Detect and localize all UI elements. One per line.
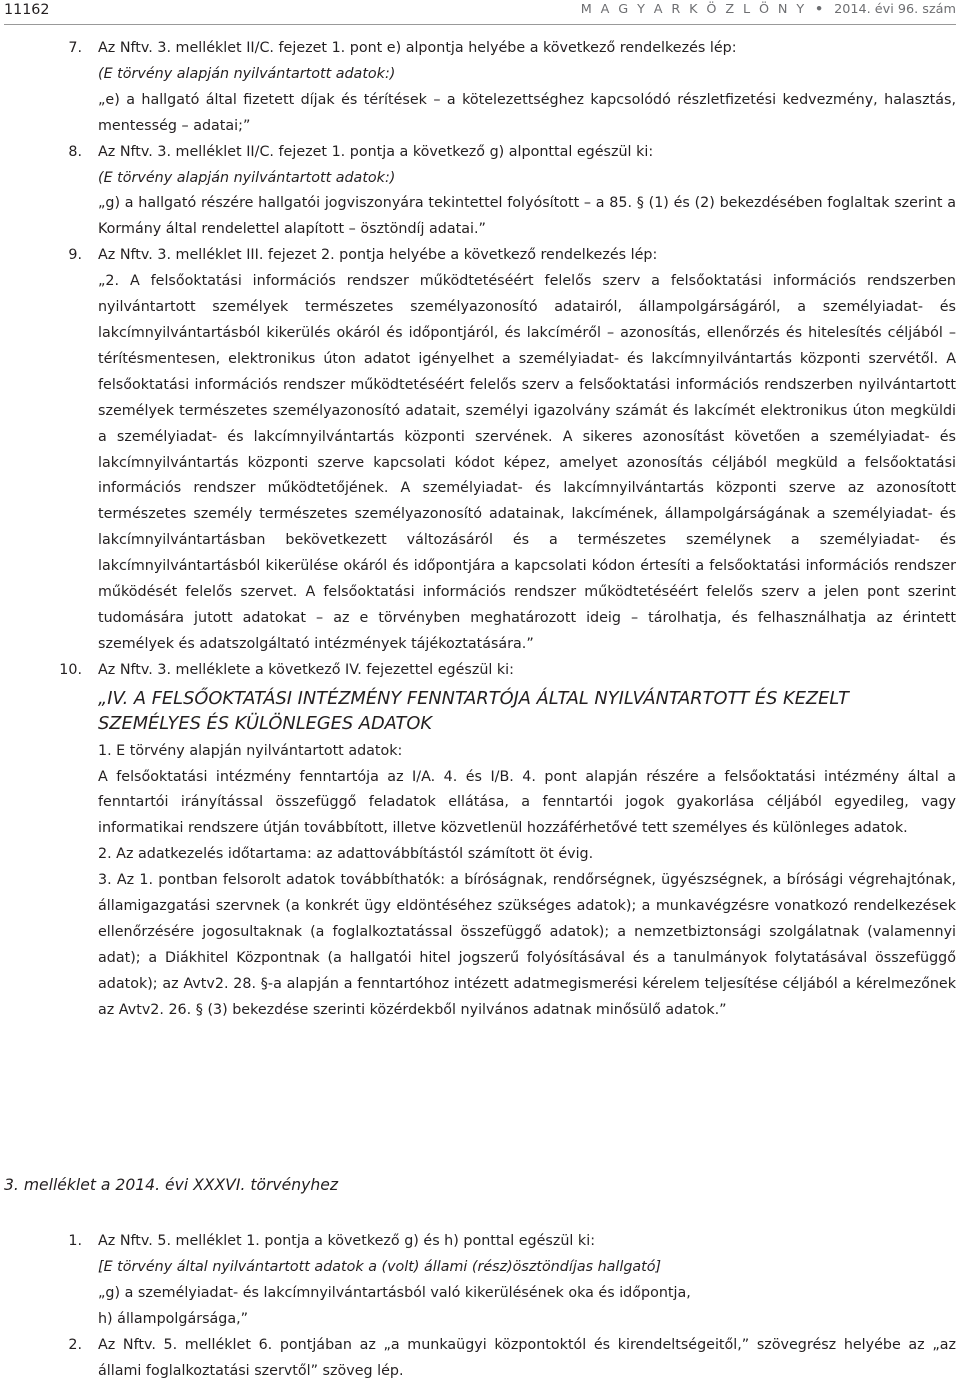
item-number: 8. xyxy=(68,143,82,160)
amendment-list xyxy=(0,36,960,1024)
item-subpoint: 2. Az adatkezelés időtartama: az adattovábbítástól számított öt évig. xyxy=(98,846,594,863)
item-provision: A felsőoktatási intézmény fenntartója az I/A. 4. és I/B. 4. pont alapján részére a felsőoktatási intézmény által a fenntartói irányítással összefüggő feladatok ellátása, a fenntartói jogok gyakorlása céljából egyedileg, vagy informatikai rendszere útján továbbított, illetve közvetlenül hozzáférhetővé tett személyes és különleges adatok. xyxy=(98,768,956,837)
annex-item-2 xyxy=(0,1333,960,1384)
chapter-heading: „IV. A FELSŐOKTATÁSI INTÉZMÉNY FENNTARTÓJA ÁLTAL NYILVÁNTARTOTT ÉS KEZELT SZEMÉLYES ÉS KÜLÖNLEGES ADATOK xyxy=(98,687,849,735)
item-text: Az Nftv. 5. melléklet 1. pontja a következő g) és h) ponttal egészül ki: xyxy=(98,1233,596,1249)
item-provision: 3. Az 1. pontban felsorolt adatok továbbíthatók: a bíróságnak, rendőrségnek, ügyészségnek, a bírósági végrehajtónak, államigazgatási szervnek (a konkrét ügy eldöntéséhez szükséges adatok); a munkavégzésre vonatkozó rendelkezések ellenőrzésére jogosultaknak (a foglalkoztatással összefüggő adatok); a nemzetbiztonsági szolgálatnak (valamennyi adat); a Diákhitel Központnak (a hallgatói hitel jogszerű folyósításával és a tanulmányok folytatásával összefüggő adatok); az Avtv2. 28. §-a alapján a fenntartóhoz intézett adatmegismerési kérelem teljesítése céljából a kérelmezőnek az Avtv2. 26. § (3) bekezdése szerinti közérdekből nyilvános adatnak minősülő adatok.” xyxy=(98,872,956,1018)
annex-title: 3. melléklet a 2014. évi XXXVI. törvényhez xyxy=(4,1176,339,1194)
item-text: Az Nftv. 3. melléklete a következő IV. fejezettel egészül ki: xyxy=(98,661,514,678)
item-provision: „g) a hallgató részére hallgatói jogviszonyára tekintettel folyósított – a 85. § (1) és (2) bekezdésében foglaltak szerint a Kormány által rendelettel alapított – ösztöndíj adatai.” xyxy=(98,195,956,238)
item-context: [E törvény által nyilvántartott adatok a (volt) állami (rész)ösztöndíjas hallgató] xyxy=(98,1258,662,1275)
journal-name: M A G Y A R K Ö Z L Ö N Y xyxy=(580,2,807,17)
header-bullet: • xyxy=(815,2,826,17)
header-rule xyxy=(4,24,956,25)
item-text: Az Nftv. 3. melléklet III. fejezet 2. pontja helyébe a következő rendelkezés lép: xyxy=(98,247,658,264)
item-provision: „g) a személyiadat- és lakcímnyilvántartásból való kikerülésének oka és időpontja, xyxy=(98,1284,691,1301)
item-number: 10. xyxy=(59,661,82,678)
amendment-item-10 xyxy=(0,658,960,1024)
annex-item-1 xyxy=(0,1229,960,1333)
item-subpoint: 1. E törvény alapján nyilvántartott adatok: xyxy=(98,742,403,759)
item-text: Az Nftv. 5. melléklet 6. pontjában az „a munkaügyi központoktól és kirendeltségeitől,” szövegrész helyébe az „az állami foglalkoztatási szervtől” szöveg lép. xyxy=(98,1336,956,1379)
page-header xyxy=(4,2,956,24)
item-number: 2. xyxy=(68,1336,82,1353)
item-text: Az Nftv. 3. melléklet II/C. fejezet 1. pontja a következő g) alponttal egészül ki: xyxy=(98,143,654,160)
item-text: Az Nftv. 3. melléklet II/C. fejezet 1. pont e) alpontja helyébe a következő rendelkezés lép: xyxy=(98,40,737,56)
annex-amendment-list xyxy=(0,1229,960,1384)
item-provision: „e) a hallgató által fizetett díjak és térítések – a kötelezettséghez kapcsolódó részletfizetési kedvezmény, halasztás, mentesség – adatai;” xyxy=(98,91,956,134)
amendment-item-9 xyxy=(0,243,960,658)
item-context: (E törvény alapján nyilvántartott adatok:) xyxy=(98,65,396,82)
item-context: (E törvény alapján nyilvántartott adatok:) xyxy=(98,169,396,186)
item-provision: „2. A felsőoktatási információs rendszer működtetéséért felelős szerv a felsőoktatási információs rendszerben nyilvántartott személyek természetes személyazonosító adatairól, állampolgárságáról, a személyiadat- és lakcímnyilvántartásból kikerülés okáról és időpontjáról, és lakcíméről – azonosítás, ellenőrzés és hitelesítés céljából – térítésmentesen, elektronikus úton adatot igényelhet a személyiadat- és lakcímnyilvántartás központi szervétől. A felsőoktatási információs rendszer működtetéséért felelős szerv a felsőoktatási információs rendszerben nyilvántartott személyek természetes személyazonosító adatait, személyi igazolvány számát és lakcímét elektronikus úton megküldi a személyiadat- és lakcímnyilvántartás központi szervének. A sikeres azonosítást követően a személyiadat- és lakcímnyilvántartás központi szerve kapcsolati kódot képez, amelyet azonosítás céljából megküld a felsőoktatási információs rendszer működtetőjének. A személyiadat- és lakcímnyilvántartás központi szerve az azonosított természetes személy természetes személyazonosító adatainak, lakcímének, állampolgárságának a személyiadat- és lakcímnyilvántartásban bekövetkezett változásáról és a természetes személynek a személyiadat- és lakcímnyilvántartásból kikerülése okáról és időpontjára a kapcsolati kódon értesíti a felsőoktatási információs rendszer működését felelős szervet. A felsőoktatási információs rendszer működtetéséért felelős szerv a jelen pont szerint tudomására jutott adatokat – az e törvényben meghatározott ideig – tárolhatja, és felhasználhatja az érintett személyek és adatszolgáltató intézmények tájékoztatására.” xyxy=(98,273,956,652)
amendment-item-7 xyxy=(0,36,960,140)
item-number: 7. xyxy=(68,40,82,56)
item-provision: h) állampolgársága,” xyxy=(98,1310,249,1327)
page-number: 11162 xyxy=(4,2,50,18)
item-number: 1. xyxy=(68,1233,82,1249)
issue-label: 2014. évi 96. szám xyxy=(834,2,956,17)
amendment-item-8 xyxy=(0,140,960,244)
item-number: 9. xyxy=(68,247,82,264)
running-header xyxy=(581,2,956,17)
